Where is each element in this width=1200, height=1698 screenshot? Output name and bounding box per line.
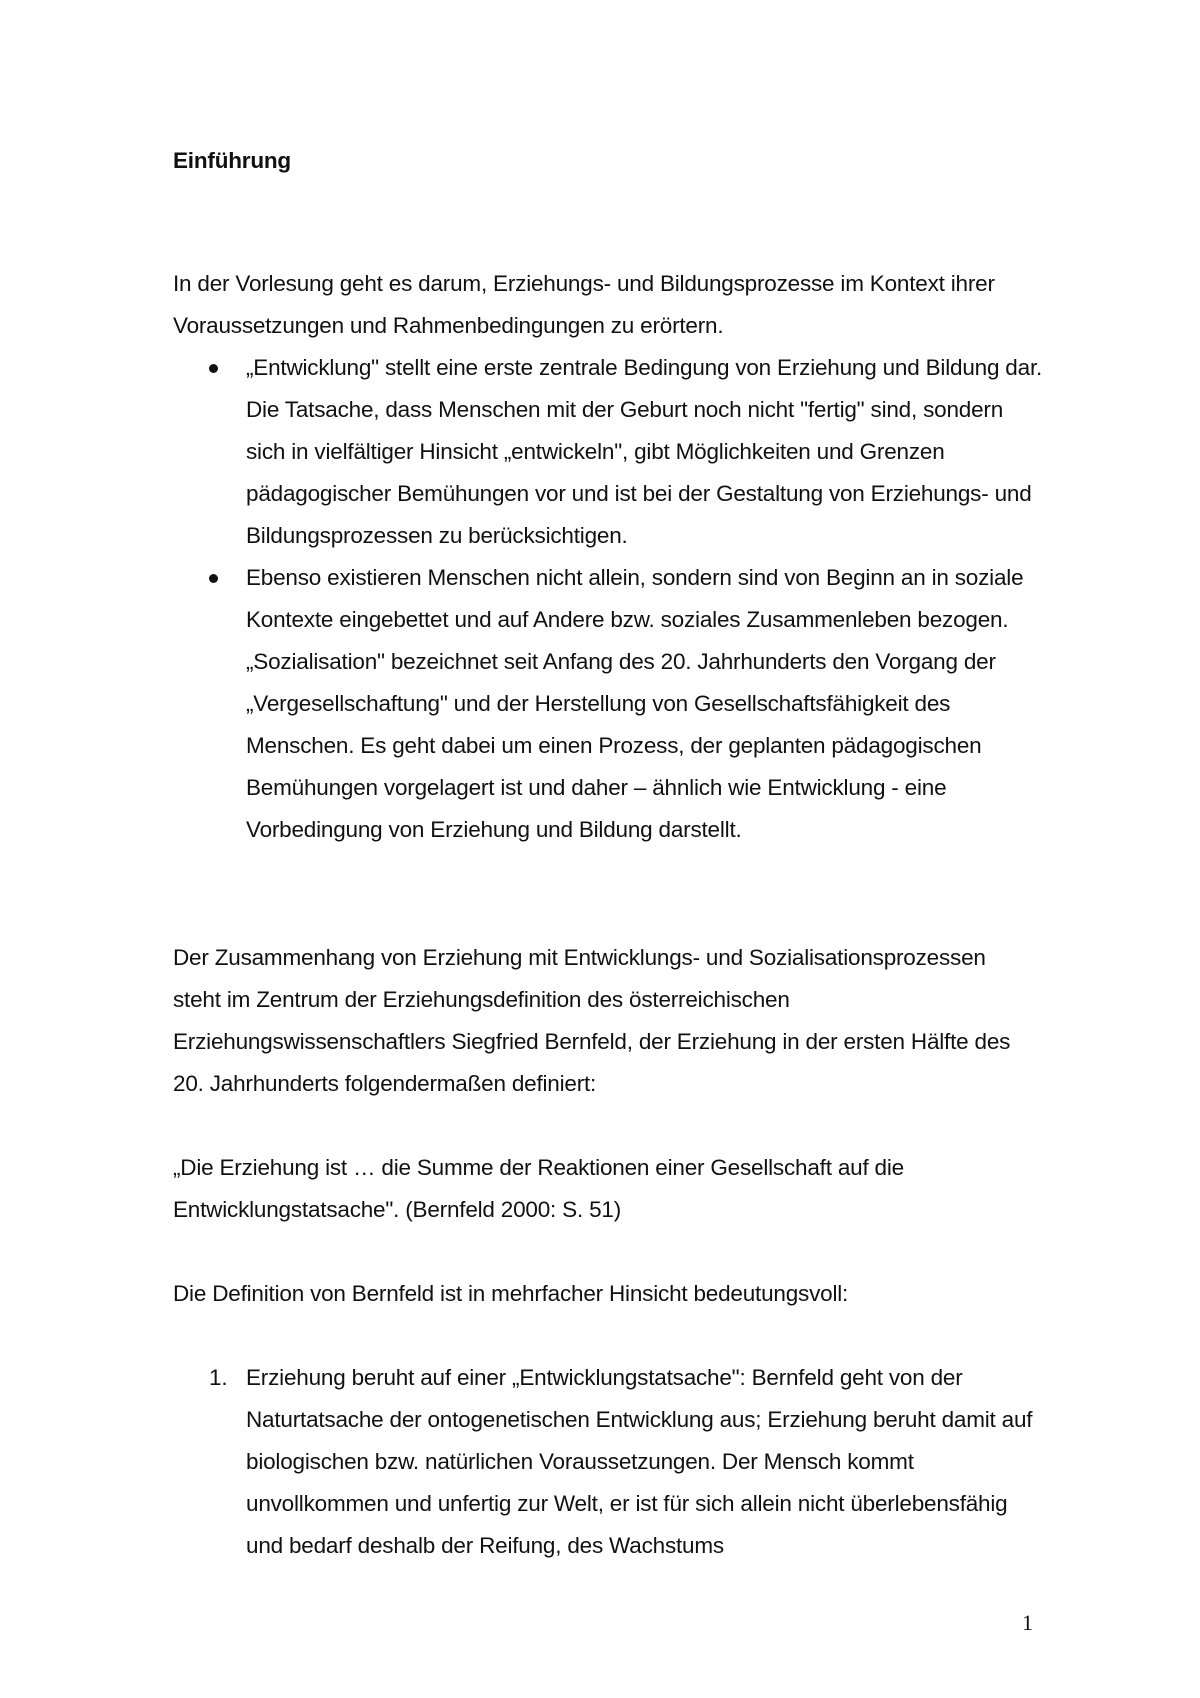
bullet-item [173,557,1043,851]
numbered-item [173,1357,1043,1567]
bullet-icon [209,574,218,583]
page-number: 1 [1022,1610,1033,1635]
body-paragraph: Die Definition von Bernfeld ist in mehrfacher Hinsicht bedeutungsvoll: [173,1281,849,1306]
bullet-text: „Entwicklung" stellt eine erste zentrale Bedingung von Erziehung und Bildung dar. Die Tatsache, dass Menschen mit der Geburt noch nicht "fertig" sind, sondern sich in vielfältiger Hinsicht „entwickeln", gibt Möglichkeiten und Grenzen pädagogischer Bemühungen vor und ist bei der Gestaltung von Erziehungs- und Bildungsprozessen zu berücksichtigen. [246,355,1043,548]
numbered-list [173,1357,1043,1567]
numbered-item-text: Erziehung beruht auf einer „Entwicklungstatsache": Bernfeld geht von der Naturtatsache der ontogenetischen Entwicklung aus; Erziehung beruht damit auf biologischen bzw. natürlichen Voraussetzungen. Der Mensch kommt unvollkommen und unfertig zur Welt, er ist für sich allein nicht überlebensfähig und bedarf deshalb der Reifung, des Wachstums [246,1365,1033,1558]
list-number: 1. [209,1365,228,1390]
bullet-list [173,347,1043,851]
bullet-item [173,347,1043,557]
bullet-text: Ebenso existieren Menschen nicht allein, sondern sind von Beginn an in soziale Kontexte eingebettet und auf Andere bzw. soziales Zusammenleben bezogen. „Sozialisation" bezeichnet seit Anfang des 20. Jahrhunderts den Vorgang der „Vergesellschaftung" und der Herstellung von Gesellschaftsfähigkeit des Menschen. Es geht dabei um einen Prozess, der geplanten pädagogischen Bemühungen vorgelagert ist und daher – ähnlich wie Entwicklung - eine Vorbedingung von Erziehung und Bildung darstellt. [246,565,1024,842]
page-heading: Einführung [173,148,291,173]
intro-paragraph: In der Vorlesung geht es darum, Erziehungs- und Bildungsprozesse im Kontext ihrer Voraussetzungen und Rahmenbedingungen zu erörtern. [173,271,995,338]
quotation: „Die Erziehung ist … die Summe der Reaktionen einer Gesellschaft auf die Entwicklungstatsache". (Bernfeld 2000: S. 51) [173,1155,904,1222]
body-paragraph: Der Zusammenhang von Erziehung mit Entwicklungs- und Sozialisationsprozessen steht im Zentrum der Erziehungsdefinition des österreichischen Erziehungswissenschaftlers Siegfried Bernfeld, der Erziehung in der ersten Hälfte des 20. Jahrhunderts folgendermaßen definiert: [173,945,1011,1096]
bullet-icon [209,364,218,373]
